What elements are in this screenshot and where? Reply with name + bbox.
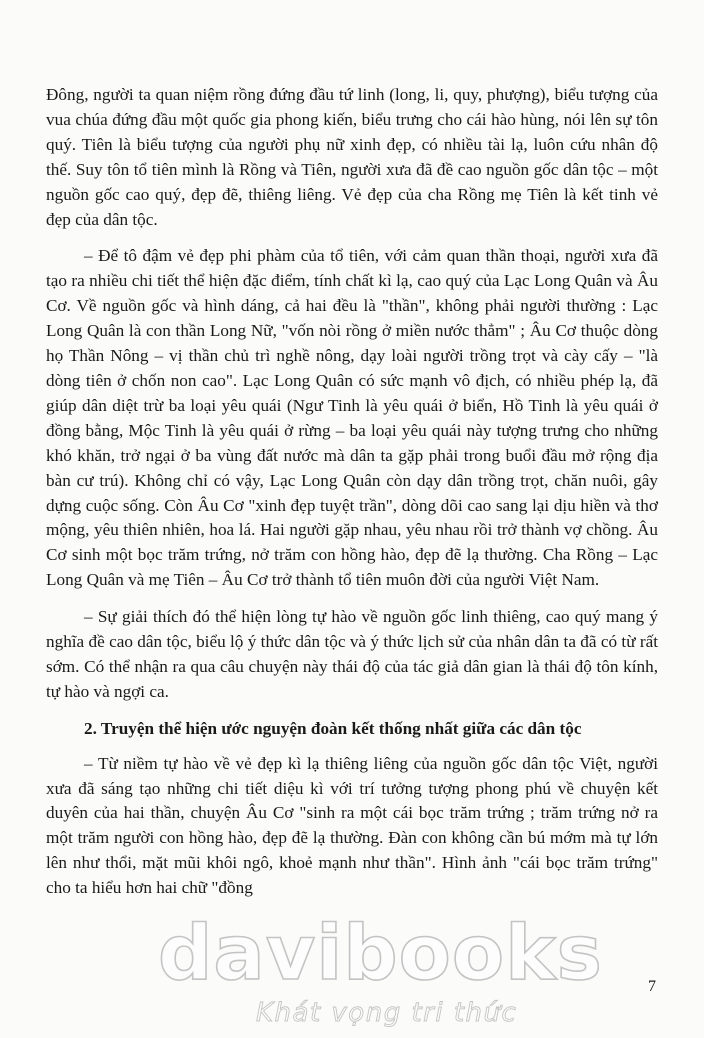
paragraph-ancestor-beauty: – Để tô đậm vẻ đẹp phi phàm của tổ tiên, với cảm quan thần thoại, người xưa đã tạo ra nhiều chi tiết thể hiện đặc điểm, tính chất kì lạ, cao quý của Lạc Long Quân và Âu Cơ. Về nguồn gốc và hình dáng, cả hai đều là "thần", không phải người thường : Lạc Long Quân là con thần Long Nữ, "vốn nòi rồng ở miền nước thẳm" ; Âu Cơ thuộc dòng họ Thần Nông – vị thần chủ trì nghề nông, dạy loài người trồng trọt và cày cấy – "là dòng tiên ở chốn non cao". Lạc Long Quân có sức mạnh vô địch, có nhiều phép lạ, đã giúp dân diệt trừ ba loại yêu quái (Ngư Tinh là yêu quái ở biển, Hồ Tinh là yêu quái ở đồng bằng, Mộc Tinh là yêu quái ở rừng – ba loại yêu quái này tượng trưng cho những khó khăn, trở ngại ở ba vùng đất nước mà dân ta gặp phải trong buổi đầu mở rộng địa bàn cư trú). Không chỉ có vậy, Lạc Long Quân còn dạy dân trồng trọt, chăn nuôi, gây dựng cuộc sống. Còn Âu Cơ "xinh đẹp tuyệt trần", dòng dõi cao sang lại dịu hiền và thơ mộng, yêu thiên nhiên, hoa lá. Hai người gặp nhau, yêu nhau rồi trở thành vợ chồng. Âu Cơ sinh một bọc trăm trứng, nở trăm con hồng hào, đẹp đẽ lạ thường. Cha Rồng – Lạc Long Quân và mẹ Tiên – Âu Cơ trở thành tổ tiên muôn đời của người Việt Nam. — [46, 246, 658, 590]
page-number: 7 — [648, 978, 656, 995]
page-body — [46, 83, 658, 913]
paragraph-national-pride: – Sự giải thích đó thể hiện lòng tự hào về nguồn gốc linh thiêng, cao quý mang ý nghĩa đề cao dân tộc, biểu lộ ý thức dân tộc và ý thức lịch sử của nhân dân ta đã có từ rất sớm. Có thể nhận ra qua câu chuyện này thái độ của tác giả dân gian là thái độ tôn kính, tự hào và ngợi ca. — [46, 607, 658, 701]
watermark-logo: davibooks — [158, 908, 603, 997]
paragraph-section-2: – Từ niềm tự hào về vẻ đẹp kì lạ thiêng liêng của nguồn gốc dân tộc Việt, người xưa đã sáng tạo những chi tiết diệu kì với trí tưởng tượng phong phú về chuyện kết duyên của hai thần, chuyện Âu Cơ "sinh ra một cái bọc trăm trứng ; trăm trứng nở ra một trăm người con hồng hào, đẹp đẽ lạ thường. Đàn con không cần bú mớm mà tự lớn lên như thổi, mặt mũi khôi ngô, khoẻ mạnh như thần". Hình ảnh "cái bọc trăm trứng" cho ta hiểu hơn hai chữ "đồng — [46, 753, 658, 898]
section-heading: 2. Truyện thể hiện ước nguyện đoàn kết thống nhất giữa các dân tộc — [84, 718, 582, 738]
watermark-tagline: Khát vọng tri thức — [256, 998, 518, 1028]
paragraph-continuation: Đông, người ta quan niệm rồng đứng đầu tứ linh (long, li, quy, phượng), biểu tượng của vua chúa đứng đầu một quốc gia phong kiến, biểu trưng cho cái hào hùng, nói lên sự tôn quý. Tiên là biểu tượng của người phụ nữ xinh đẹp, có nhiều tài lạ, luôn cứu nhân độ thế. Suy tôn tổ tiên mình là Rồng và Tiên, người xưa đã đề cao nguồn gốc dân tộc – một nguồn gốc cao quý, đẹp đẽ, thiêng liêng. Vẻ đẹp của cha Rồng mẹ Tiên là kết tinh vẻ đẹp của dân tộc. — [46, 85, 658, 229]
